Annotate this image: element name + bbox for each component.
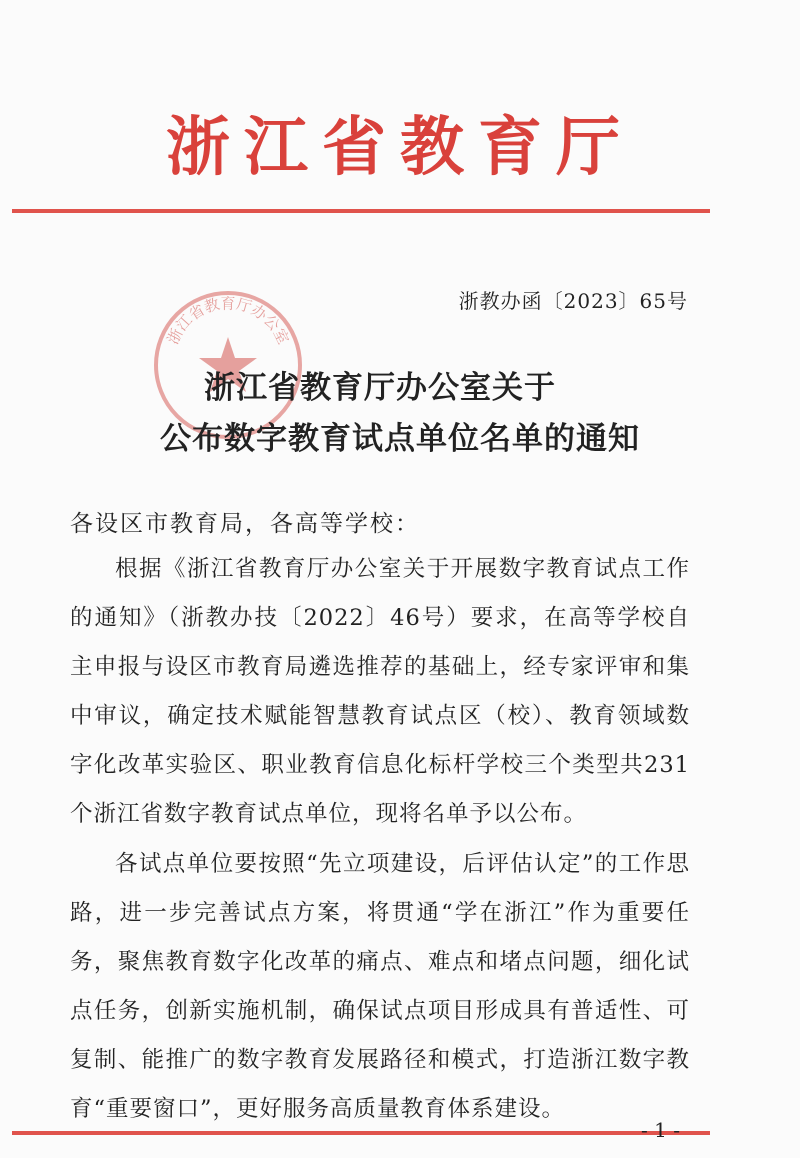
title-line-1: 浙江省教育厅办公室关于 [204, 370, 556, 406]
svg-text:浙江省教育厅办公室: 浙江省教育厅办公室 [163, 294, 293, 348]
document-number: 浙教办函〔2023〕65号 [458, 289, 688, 313]
body-paragraph-2: 各试点单位要按照“先立项建设，后评估认定”的工作思路，进一步完善试点方案，将贯通“学在浙江”作为重要任务，聚焦教育数字化改革的痛点、难点和堵点问题，细化试点任务，创新实施机制，确保试点项目形成具有普适性、可复制、能推广的数字教育发展路径和模式，打造浙江数字教育“重要窗口”，更好服务高质量教育体系建设。 [70, 851, 690, 1122]
red-separator-bottom [12, 1131, 710, 1135]
title-line-2: 公布数字教育试点单位名单的通知 [160, 421, 640, 457]
salutation: 各设区市教育局，各高等学校： [70, 511, 420, 537]
body-paragraph-1: 根据《浙江省教育厅办公室关于开展数字教育试点工作的通知》（浙教办技〔2022〕46号）要求，在高等学校自主申报与设区市教育局遴选推荐的基础上，经专家评审和集中审议，确定技术赋能智慧教育试点区（校）、教育领域数字化改革实验区、职业教育信息化标杆学校三个类型共231个浙江省数字教育试点单位，现将名单予以公布。 [70, 556, 690, 827]
red-separator-top [12, 209, 710, 213]
page-number: - 1 - [641, 1118, 680, 1142]
agency-masthead: 浙江省教育厅 [166, 110, 634, 185]
